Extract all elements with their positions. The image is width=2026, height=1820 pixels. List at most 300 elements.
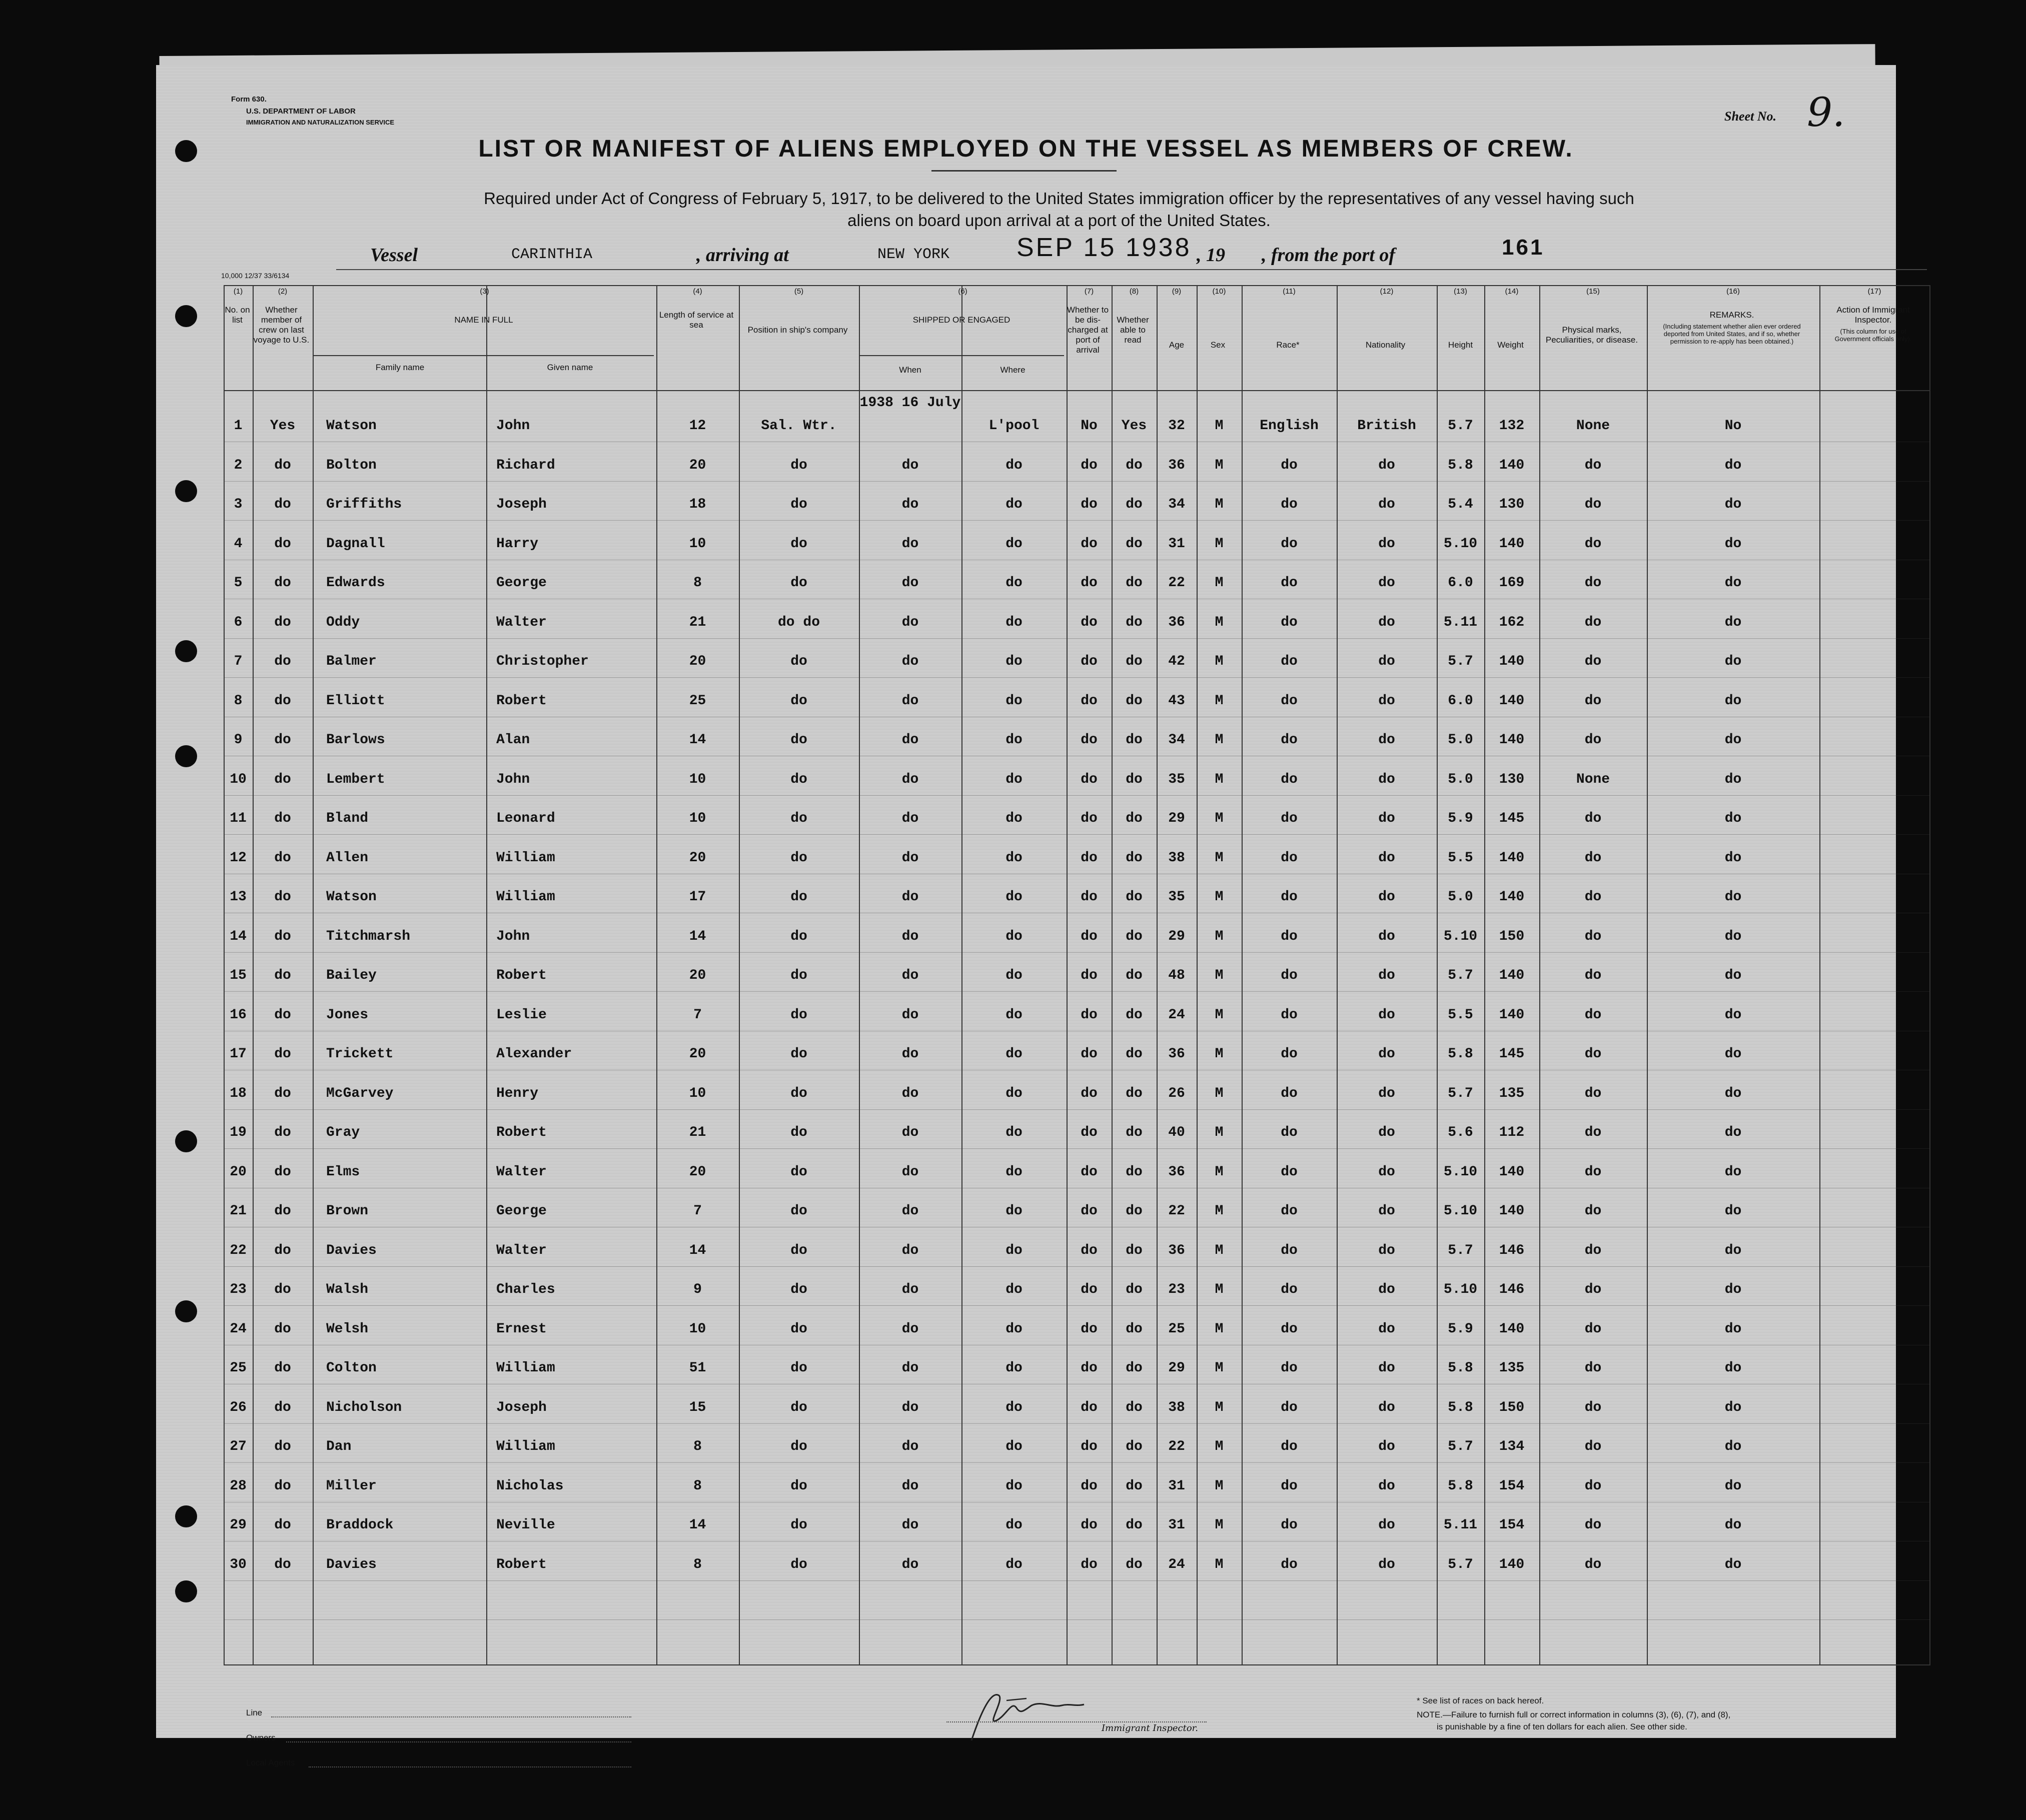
cell-position: do [790,1164,807,1180]
header-family-name: Family name [375,363,425,372]
cell-given: William [496,1439,555,1454]
cell-service: 20 [689,968,706,983]
cell-read: do [1126,614,1143,630]
cell-given: Leslie [496,1007,547,1023]
cell-family: Jones [326,1007,369,1023]
cell-where: do [1005,889,1023,905]
cell-nat: do [1378,811,1395,826]
cell-marks: do [1584,968,1602,983]
cell-position: do [790,1478,807,1494]
cell-last: do [274,1085,291,1101]
cell-last: do [274,1203,291,1219]
cell-race: do [1281,928,1298,944]
cell-height: 5.7 [1448,1085,1473,1101]
cell-age: 29 [1168,1360,1185,1376]
cell-where: do [1005,497,1023,512]
cell-height: 5.4 [1448,497,1473,512]
cell-where: do [1005,1360,1023,1376]
cell-sex: M [1215,850,1224,866]
cell-given: Christopher [496,654,589,669]
table-header-rule [313,355,654,356]
cell-sex: M [1215,654,1224,669]
binding-hole [175,140,197,162]
header-age: Age [1169,340,1185,350]
cell-nat: do [1378,1399,1395,1415]
cell-marks: None [1576,771,1610,787]
cell-given: William [496,1360,555,1376]
document-subtitle [346,188,1772,232]
service-label: IMMIGRATION AND NATURALIZATION SERVICE [246,119,395,126]
cell-race: do [1281,889,1298,905]
cell-disch: do [1081,1478,1098,1494]
cell-height: 5.7 [1448,418,1473,434]
column-number: (12) [1380,287,1394,296]
cell-where: do [1005,457,1023,473]
cell-height: 5.0 [1448,771,1473,787]
cell-age: 36 [1168,1046,1185,1062]
cell-last: Yes [270,418,296,434]
cell-race: do [1281,1164,1298,1180]
vessel-label: Vessel [370,245,418,266]
cell-sex: M [1215,497,1224,512]
cell-position: do [790,536,807,552]
cell-sex: M [1215,1360,1224,1376]
cell-last: do [274,1282,291,1297]
cell-last: do [274,889,291,905]
column-number: (2) [278,287,288,296]
cell-read: do [1126,1556,1143,1572]
table-row-rule [224,1619,1929,1620]
cell-remarks: do [1724,614,1742,630]
cell-nat: do [1378,1360,1395,1376]
cell-weight: 140 [1499,457,1525,473]
cell-position: do [790,1399,807,1415]
cell-sex: M [1215,614,1224,630]
column-number: (3) [480,287,489,296]
cell-no: 9 [234,732,243,748]
cell-nat: do [1378,1046,1395,1062]
column-number: (17) [1867,287,1881,296]
header-shipped-engaged: SHIPPED OR ENGAGED [912,315,1010,325]
cell-nat: do [1378,536,1395,552]
cell-family: Davies [326,1556,377,1572]
cell-service: 14 [689,928,706,944]
table-row-rule [224,952,1929,953]
cell-where: do [1005,1517,1023,1533]
cell-age: 22 [1168,575,1185,591]
from-port: 161 [1502,235,1545,260]
footer-note-line-2: is punishable by a fine of ten dollars for each alien. See other side. [1437,1722,1687,1731]
cell-read: do [1126,575,1143,591]
cell-no: 23 [230,1282,247,1297]
cell-when: do [901,1242,919,1258]
cell-race: do [1281,1046,1298,1062]
cell-age: 26 [1168,1085,1185,1101]
table-column-rule [486,285,487,1665]
cell-disch: do [1081,1242,1098,1258]
cell-service: 21 [689,614,706,630]
cell-nat: do [1378,654,1395,669]
cell-no: 13 [230,889,247,905]
cell-sex: M [1215,811,1224,826]
cell-family: Walsh [326,1282,369,1297]
header-able-read: Whether able to read [1117,315,1149,345]
cell-given: Robert [496,693,547,709]
cell-race: do [1281,1242,1298,1258]
cell-position: do [790,1125,807,1140]
cell-sex: M [1215,1007,1224,1023]
binding-hole [175,640,197,662]
cell-family: Welsh [326,1321,369,1337]
table-header-rule [224,285,1929,286]
cell-marks: do [1584,1242,1602,1258]
cell-given: Walter [496,1242,547,1258]
cell-disch: do [1081,1203,1098,1219]
cell-sex: M [1215,1164,1224,1180]
cell-sex: M [1215,968,1224,983]
cell-given: Alexander [496,1046,572,1062]
cell-no: 18 [230,1085,247,1101]
cell-weight: 150 [1499,928,1525,944]
table-header-rule [224,390,1929,391]
cell-remarks: do [1724,536,1742,552]
cell-age: 42 [1168,654,1185,669]
cell-nat: do [1378,771,1395,787]
cell-weight: 146 [1499,1282,1525,1297]
cell-no: 26 [230,1399,247,1415]
column-number: (11) [1283,287,1296,296]
cell-sex: M [1215,457,1224,473]
cell-race: do [1281,1478,1298,1494]
cell-sex: M [1215,1125,1224,1140]
cell-nat: do [1378,457,1395,473]
cell-family: Watson [326,889,377,905]
cell-where: do [1005,1085,1023,1101]
cell-weight: 112 [1499,1125,1525,1140]
cell-position: do [790,1556,807,1572]
cell-read: do [1126,1007,1143,1023]
cell-no: 29 [230,1517,247,1533]
header-length-service: Length of service at sea [659,310,734,330]
cell-race: do [1281,1517,1298,1533]
cell-where: do [1005,1478,1023,1494]
cell-when: do [901,1556,919,1572]
cell-age: 24 [1168,1007,1185,1023]
cell-no: 17 [230,1046,247,1062]
cell-family: Brown [326,1203,369,1219]
cell-family: Balmer [326,654,377,669]
cell-family: Griffiths [326,497,402,512]
footer-agents-dots [309,1765,631,1767]
cell-remarks: do [1724,1242,1742,1258]
cell-weight: 140 [1499,654,1525,669]
cell-given: John [496,928,530,944]
cell-height: 5.8 [1448,1478,1473,1494]
cell-read: do [1126,693,1143,709]
cell-height: 5.10 [1443,1203,1478,1219]
column-number: (9) [1172,287,1182,296]
cell-given: William [496,850,555,866]
cell-last: do [274,1399,291,1415]
cell-remarks: do [1724,928,1742,944]
cell-last: do [274,928,291,944]
cell-where: do [1005,1439,1023,1454]
cell-race: do [1281,575,1298,591]
cell-when: do [901,1439,919,1454]
cell-last: do [274,497,291,512]
cell-no: 20 [230,1164,247,1180]
cell-read: do [1126,497,1143,512]
cell-disch: do [1081,1517,1098,1533]
cell-weight: 140 [1499,1007,1525,1023]
cell-sex: M [1215,1439,1224,1454]
cell-height: 5.7 [1448,1242,1473,1258]
cell-service: 8 [693,1478,702,1494]
cell-weight: 130 [1499,771,1525,787]
cell-family: McGarvey [326,1085,394,1101]
cell-position: do [790,654,807,669]
cell-family: Elms [326,1164,360,1180]
cell-race: do [1281,614,1298,630]
cell-when: do [901,693,919,709]
cell-no: 8 [234,693,243,709]
cell-nat: do [1378,497,1395,512]
cell-race: do [1281,536,1298,552]
cell-given: Neville [496,1517,555,1533]
cell-age: 40 [1168,1125,1185,1140]
cell-position: do [790,850,807,866]
column-number: (6) [958,287,967,296]
table-row-rule [224,834,1929,835]
cell-disch: do [1081,575,1098,591]
cell-last: do [274,732,291,748]
cell-weight: 150 [1499,1399,1525,1415]
cell-no: 5 [234,575,243,591]
cell-no: 4 [234,536,243,552]
cell-read: do [1126,1321,1143,1337]
cell-disch: do [1081,732,1098,748]
cell-disch: No [1081,418,1098,434]
cell-marks: do [1584,457,1602,473]
cell-sex: M [1215,732,1224,748]
cell-race: do [1281,654,1298,669]
cell-family: Dagnall [326,536,385,552]
footer-note-line-1: NOTE.—Failure to furnish full or correct information in columns (3), (6), (7), and (8), [1417,1710,1731,1719]
cell-sex: M [1215,1556,1224,1572]
cell-read: do [1126,1085,1143,1101]
cell-age: 36 [1168,1164,1185,1180]
cell-no: 6 [234,614,243,630]
header-name-in-full: NAME IN FULL [454,315,513,325]
cell-last: do [274,1439,291,1454]
cell-service: 15 [689,1399,706,1415]
cell-marks: do [1584,889,1602,905]
cell-remarks: do [1724,1085,1742,1101]
cell-disch: do [1081,1321,1098,1337]
cell-disch: do [1081,811,1098,826]
header-where: Where [1000,365,1026,375]
cell-sex: M [1215,1046,1224,1062]
cell-disch: do [1081,693,1098,709]
cell-age: 36 [1168,457,1185,473]
cell-when: do [901,536,919,552]
cell-weight: 134 [1499,1439,1525,1454]
cell-remarks: do [1724,889,1742,905]
header-race: Race* [1276,340,1300,350]
column-number: (5) [794,287,804,296]
cell-family: Elliott [326,693,385,709]
cell-where: do [1005,811,1023,826]
cell-last: do [274,1007,291,1023]
table-header-rule [859,355,1064,356]
cell-sex: M [1215,1282,1224,1297]
cell-given: Robert [496,1556,547,1572]
cell-height: 5.11 [1443,614,1478,630]
cell-where: do [1005,1242,1023,1258]
cell-when: do [901,1360,919,1376]
cell-where: do [1005,928,1023,944]
cell-service: 8 [693,1439,702,1454]
cell-given: George [496,1203,547,1219]
cell-read: do [1126,1517,1143,1533]
cell-where: do [1005,771,1023,787]
cell-service: 21 [689,1125,706,1140]
cell-height: 5.10 [1443,536,1478,552]
cell-family: Titchmarsh [326,928,411,944]
table-row-rule [224,1423,1929,1424]
cell-remarks: do [1724,1046,1742,1062]
cell-when: do [901,1399,919,1415]
cell-race: do [1281,1085,1298,1101]
cell-position: do do [777,614,820,630]
cell-race: do [1281,1007,1298,1023]
cell-weight: 135 [1499,1360,1525,1376]
cell-disch: do [1081,1282,1098,1297]
cell-disch: do [1081,614,1098,630]
cell-service: 14 [689,1242,706,1258]
cell-age: 22 [1168,1439,1185,1454]
cell-position: do [790,889,807,905]
cell-weight: 140 [1499,732,1525,748]
binding-hole [175,480,197,502]
cell-service: 7 [693,1007,702,1023]
cell-height: 5.5 [1448,1007,1473,1023]
cell-position: do [790,732,807,748]
cell-remarks: No [1724,418,1742,434]
cell-where: do [1005,1125,1023,1140]
cell-weight: 162 [1499,614,1525,630]
cell-family: Dan [326,1439,352,1454]
header-physical-marks: Physical marks, Peculiarities, or disease. [1545,325,1638,345]
header-last-voyage: Whether member of crew on last voyage to U.S. [253,305,310,345]
cell-sex: M [1215,1242,1224,1258]
cell-given: John [496,771,530,787]
cell-when: do [901,889,919,905]
cell-age: 43 [1168,693,1185,709]
cell-age: 29 [1168,928,1185,944]
cell-marks: do [1584,1085,1602,1101]
cell-age: 23 [1168,1282,1185,1297]
cell-weight: 140 [1499,889,1525,905]
cell-nat: do [1378,732,1395,748]
cell-height: 5.8 [1448,1360,1473,1376]
cell-remarks: do [1724,811,1742,826]
cell-marks: do [1584,1321,1602,1337]
column-number: (16) [1726,287,1740,296]
cell-marks: do [1584,536,1602,552]
cell-where: do [1005,850,1023,866]
cell-age: 35 [1168,771,1185,787]
table-row-rule [224,1305,1929,1306]
cell-family: Watson [326,418,377,434]
column-number: (4) [693,287,702,296]
cell-marks: do [1584,614,1602,630]
cell-when: do [901,1203,919,1219]
cell-marks: do [1584,693,1602,709]
cell-last: do [274,536,291,552]
column-number: (15) [1586,287,1600,296]
cell-nat: do [1378,693,1395,709]
date-stamp: SEP 15 1938 [1017,233,1192,262]
cell-remarks: do [1724,1439,1742,1454]
vessel-name: CARINTHIA [511,246,593,263]
cell-remarks: do [1724,457,1742,473]
footer-agents-label: Local Agents [246,1758,295,1767]
cell-no: 28 [230,1478,247,1494]
cell-remarks: do [1724,654,1742,669]
from-port-label: , from the port of [1262,245,1396,266]
column-number: (13) [1454,287,1467,296]
cell-where: do [1005,1399,1023,1415]
cell-service: 20 [689,457,706,473]
cell-service: 25 [689,693,706,709]
cell-position: do [790,693,807,709]
cell-given: Walter [496,1164,547,1180]
cell-service: 10 [689,536,706,552]
cell-read: do [1126,811,1143,826]
cell-height: 6.0 [1448,575,1473,591]
cell-height: 5.10 [1443,1164,1478,1180]
cell-nat: do [1378,614,1395,630]
cell-where: do [1005,1164,1023,1180]
table-column-rule [1819,285,1820,1665]
cell-nat: do [1378,1007,1395,1023]
cell-weight: 132 [1499,418,1525,434]
cell-disch: do [1081,1360,1098,1376]
cell-remarks: do [1724,1360,1742,1376]
cell-age: 48 [1168,968,1185,983]
cell-last: do [274,811,291,826]
cell-remarks: do [1724,1321,1742,1337]
cell-last: do [274,1046,291,1062]
cell-last: do [274,850,291,866]
cell-read: do [1126,1203,1143,1219]
header-nationality: Nationality [1365,340,1406,350]
cell-family: Barlows [326,732,385,748]
binding-hole [175,1300,197,1322]
cell-race: do [1281,850,1298,866]
cell-position: do [790,1007,807,1023]
cell-marks: do [1584,1439,1602,1454]
header-remarks-note: (Including statement whether alien ever ordered deported from United States, and if so, whether permission to re-apply has been obtained.) [1663,323,1801,345]
footer-race-note: * See list of races on back hereof. [1417,1696,1544,1705]
cell-read: do [1126,457,1143,473]
cell-height: 5.9 [1448,1321,1473,1337]
cell-service: 12 [689,418,706,434]
cell-read: do [1126,1439,1143,1454]
cell-height: 5.8 [1448,1399,1473,1415]
cell-age: 24 [1168,1556,1185,1572]
